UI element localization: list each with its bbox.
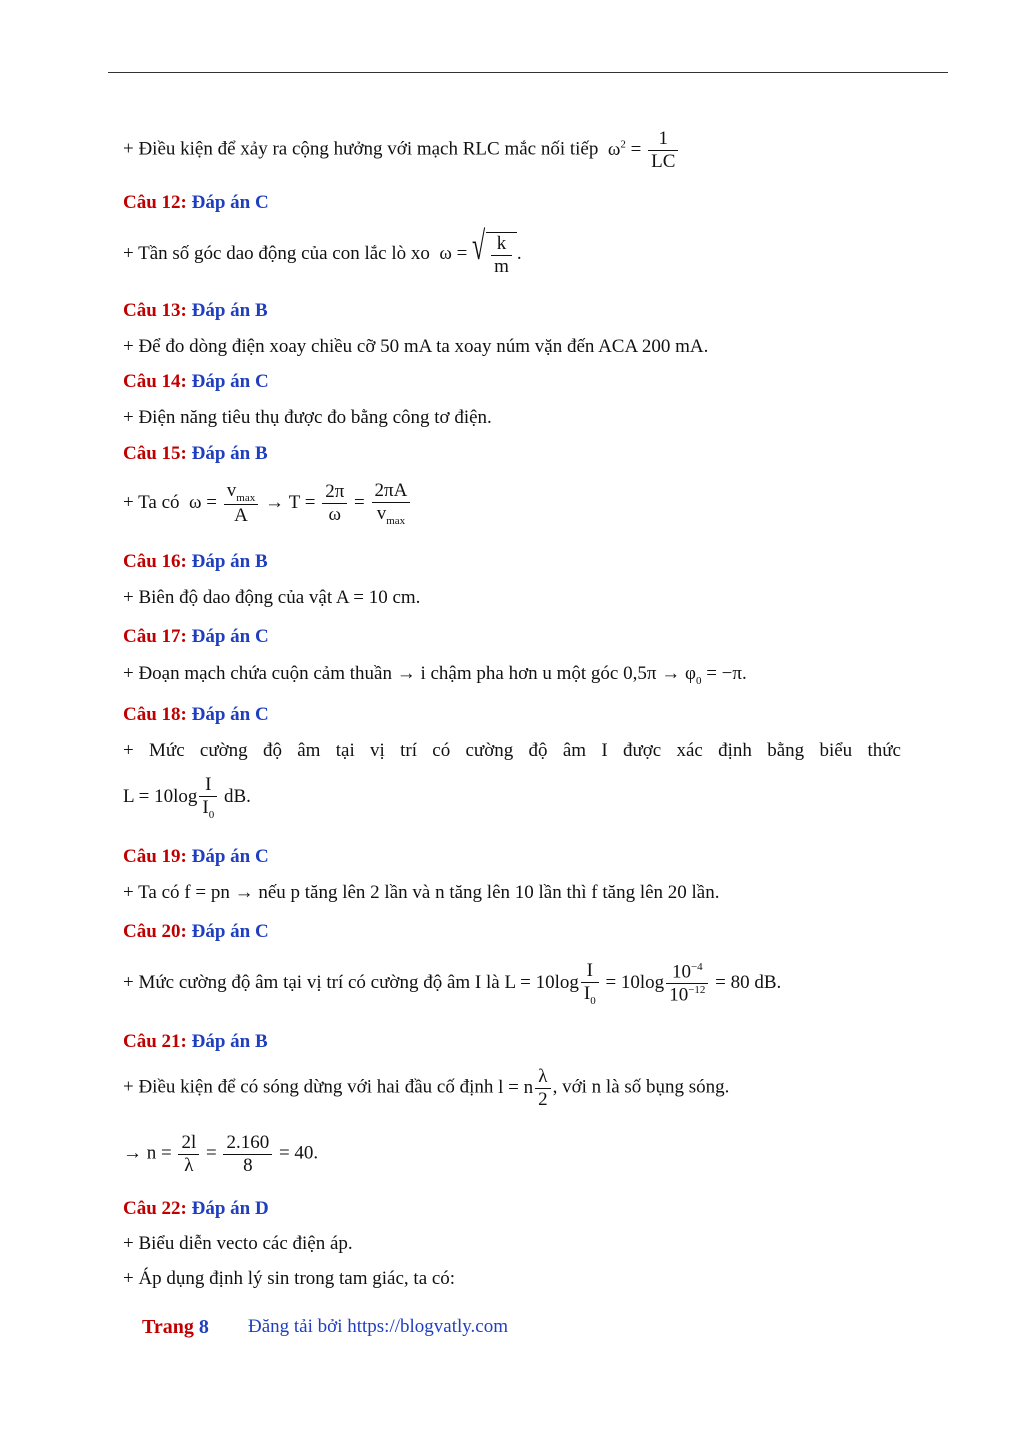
- sound-line: + Mức cường độ âm tại vị trí có cường độ âm I được xác định bằng biểu thức: [123, 740, 901, 761]
- formula: L = 10log $\frac{I}{I_0}$ = 10log $\frac{10^{-4}}{10^{-12}}$ = 80 dB.: [504, 960, 782, 1007]
- question-13: Câu 13: Đáp án B: [123, 300, 268, 321]
- question-19: Câu 19: Đáp án C: [123, 846, 269, 867]
- sound-formula: L = 10log $\frac{I}{I_0}$ dB.: [123, 774, 251, 821]
- coil-line: + Đoạn mạch chứa cuộn cảm thuần → i chậm pha hơn u một góc $0,5\pi \to \varphi_0 = -\pi$.: [123, 663, 747, 687]
- frequency-line: + Ta có f = pn → nếu p tăng lên 2 lần và n tăng lên 10 lần thì f tăng lên 20 lần.: [123, 882, 720, 903]
- question-14: Câu 14: Đáp án C: [123, 371, 269, 392]
- question-21: Câu 21: Đáp án B: [123, 1031, 268, 1052]
- formula: f = pn →: [184, 882, 259, 903]
- question-12: Câu 12: Đáp án C: [123, 192, 269, 213]
- question-18: Câu 18: Đáp án C: [123, 704, 269, 725]
- standing-result: → n = $\frac{2l}{\lambda}$ = $\frac{2.160}{8}$ = 40.: [123, 1132, 319, 1176]
- question-16: Câu 16: Đáp án B: [123, 551, 268, 572]
- spring-line: + Tần số góc dao động của con lắc lò xo ω = √ $\frac{k}{m}$ .: [123, 223, 522, 277]
- question-20: Câu 20: Đáp án C: [123, 921, 269, 942]
- formula: l = n $\frac{\lambda}{2}$: [498, 1077, 553, 1098]
- question-15: Câu 15: Đáp án B: [123, 443, 268, 464]
- page-number: Trang 8: [142, 1316, 209, 1338]
- energy-line: + Điện năng tiêu thụ được đo bằng công tơ điện.: [123, 407, 492, 428]
- standing-line: + Điều kiện để có sóng dừng với hai đầu cố định l = n $\frac{\lambda}{2}$ , với n là số bụng sóng.: [123, 1066, 730, 1110]
- header-rule: [108, 72, 948, 73]
- formula: $\omega^2$ = $\frac{1}{LC}$: [603, 139, 680, 160]
- formula: $0,5\pi \to \varphi_0 = -\pi$.: [623, 663, 747, 687]
- formula: ω = $\frac{v_{max}}{A}$ → T = $\frac{2\pi}{\omega}$ = $\frac{2\pi A}{v_{max}}$: [184, 492, 412, 513]
- question-22: Câu 22: Đáp án D: [123, 1198, 269, 1219]
- sine-line: + Áp dụng định lý sin trong tam giác, ta có:: [123, 1268, 456, 1289]
- formula: ω = √ $\frac{k}{m}$ .: [434, 223, 522, 277]
- period-line: + Ta có ω = $\frac{v_{max}}{A}$ → T = $\frac{2\pi}{\omega}$ = $\frac{2\pi A}{v_{max}}$: [123, 480, 412, 527]
- question-17: Câu 17: Đáp án C: [123, 626, 269, 647]
- dc-line: + Để đo dòng điện xoay chiều cỡ 50 mA ta xoay núm vặn đến ACA 200 mA.: [123, 336, 709, 357]
- uploaded-by-link[interactable]: Đăng tải bởi https://blogvatly.com: [248, 1316, 509, 1337]
- level-line: + Mức cường độ âm tại vị trí có cường độ âm I là L = 10log $\frac{I}{I_0}$ = 10log $\frac{10^{-4}}{10^{-12}}$ = 80 dB.: [123, 960, 782, 1007]
- resonance-line: + Điều kiện để xảy ra cộng hưởng với mạch RLC mắc nối tiếp $\omega^2$ = $\frac{1}{LC}$: [123, 128, 680, 173]
- amplitude-line: + Biên độ dao động của vật A = 10 cm.: [123, 587, 421, 608]
- vector-line: + Biểu diễn vecto các điện áp.: [123, 1233, 353, 1254]
